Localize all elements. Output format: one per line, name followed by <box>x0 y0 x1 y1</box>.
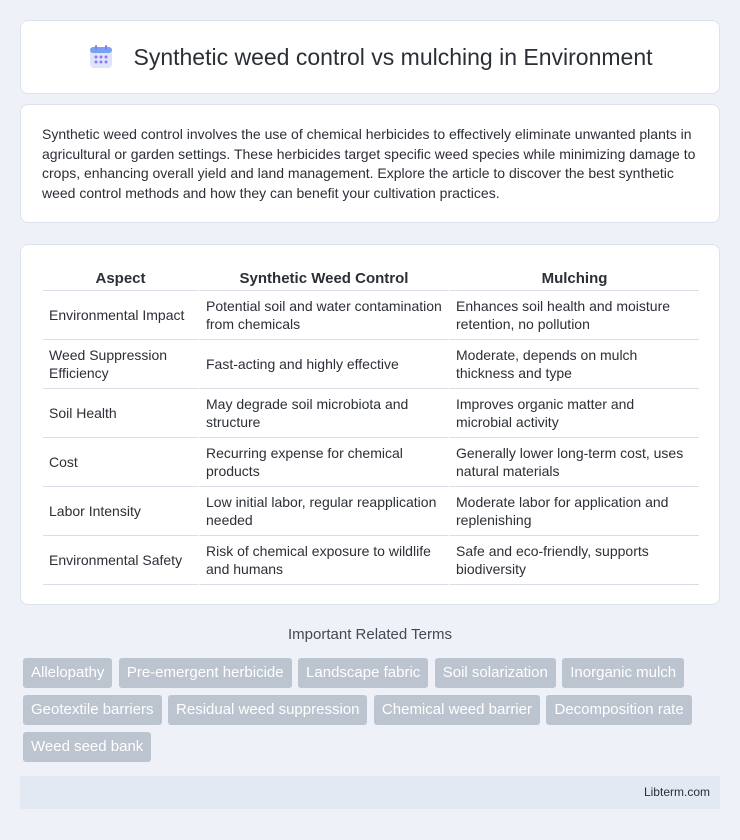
table-cell: Potential soil and water contamination from chemicals <box>198 291 448 340</box>
term-tag[interactable]: Geotextile barriers <box>23 695 162 725</box>
term-tag[interactable]: Inorganic mulch <box>562 658 684 688</box>
table-cell: Moderate, depends on mulch thickness and type <box>448 340 699 389</box>
table-row <box>43 291 699 340</box>
table-cell: Low initial labor, regular reapplication needed <box>198 487 448 536</box>
footer <box>20 776 720 809</box>
table-cell: Fast-acting and highly effective <box>198 340 448 389</box>
intro-text: Synthetic weed control involves the use of chemical herbicides to effectively eliminate unwanted plants in agricultural or garden settings. These herbicides target specific weed species while minimizing damage to crops, enhancing overall yield and land management. Explore the article to discover the best synthetic weed control methods and how they can benefit your cultivation practices. <box>42 126 696 201</box>
column-header-aspect: Aspect <box>43 265 198 291</box>
table-cell: Recurring expense for chemical products <box>198 438 448 487</box>
term-tag[interactable]: Decomposition rate <box>546 695 691 725</box>
table-row <box>43 438 699 487</box>
table-cell: Labor Intensity <box>43 487 198 536</box>
comparison-table-card <box>20 244 720 605</box>
table-row <box>43 536 699 585</box>
related-terms-list <box>23 658 723 769</box>
term-tag[interactable]: Residual weed suppression <box>168 695 367 725</box>
table-cell: Generally lower long-term cost, uses natural materials <box>448 438 699 487</box>
table-cell: May degrade soil microbiota and structure <box>198 389 448 438</box>
table-cell: Weed Suppression Efficiency <box>43 340 198 389</box>
table-cell: Improves organic matter and microbial activity <box>448 389 699 438</box>
header-card <box>20 20 720 94</box>
table-row <box>43 487 699 536</box>
term-tag[interactable]: Allelopathy <box>23 658 112 688</box>
table-cell: Safe and eco-friendly, supports biodiversity <box>448 536 699 585</box>
table-cell: Risk of chemical exposure to wildlife and humans <box>198 536 448 585</box>
table-header-row <box>43 265 699 291</box>
table-cell: Enhances soil health and moisture retention, no pollution <box>448 291 699 340</box>
term-tag[interactable]: Chemical weed barrier <box>374 695 540 725</box>
term-tag[interactable]: Landscape fabric <box>298 658 428 688</box>
page-title: Synthetic weed control vs mulching in Environment <box>133 43 653 70</box>
related-terms-title: Important Related Terms <box>288 626 452 643</box>
term-tag[interactable]: Weed seed bank <box>23 732 151 762</box>
term-tag[interactable]: Soil solarization <box>435 658 556 688</box>
table-row <box>43 389 699 438</box>
footer-site-link[interactable]: Libterm.com <box>643 785 710 799</box>
intro-card <box>20 104 720 223</box>
comparison-table <box>43 265 699 585</box>
table-cell: Cost <box>43 438 198 487</box>
table-cell: Environmental Safety <box>43 536 198 585</box>
term-tag[interactable]: Pre-emergent herbicide <box>119 658 292 688</box>
calendar-icon <box>87 43 115 71</box>
table-cell: Environmental Impact <box>43 291 198 340</box>
column-header-mulching: Mulching <box>448 265 699 291</box>
table-row <box>43 340 699 389</box>
table-cell: Soil Health <box>43 389 198 438</box>
table-cell: Moderate labor for application and replenishing <box>448 487 699 536</box>
column-header-synthetic: Synthetic Weed Control <box>198 265 448 291</box>
